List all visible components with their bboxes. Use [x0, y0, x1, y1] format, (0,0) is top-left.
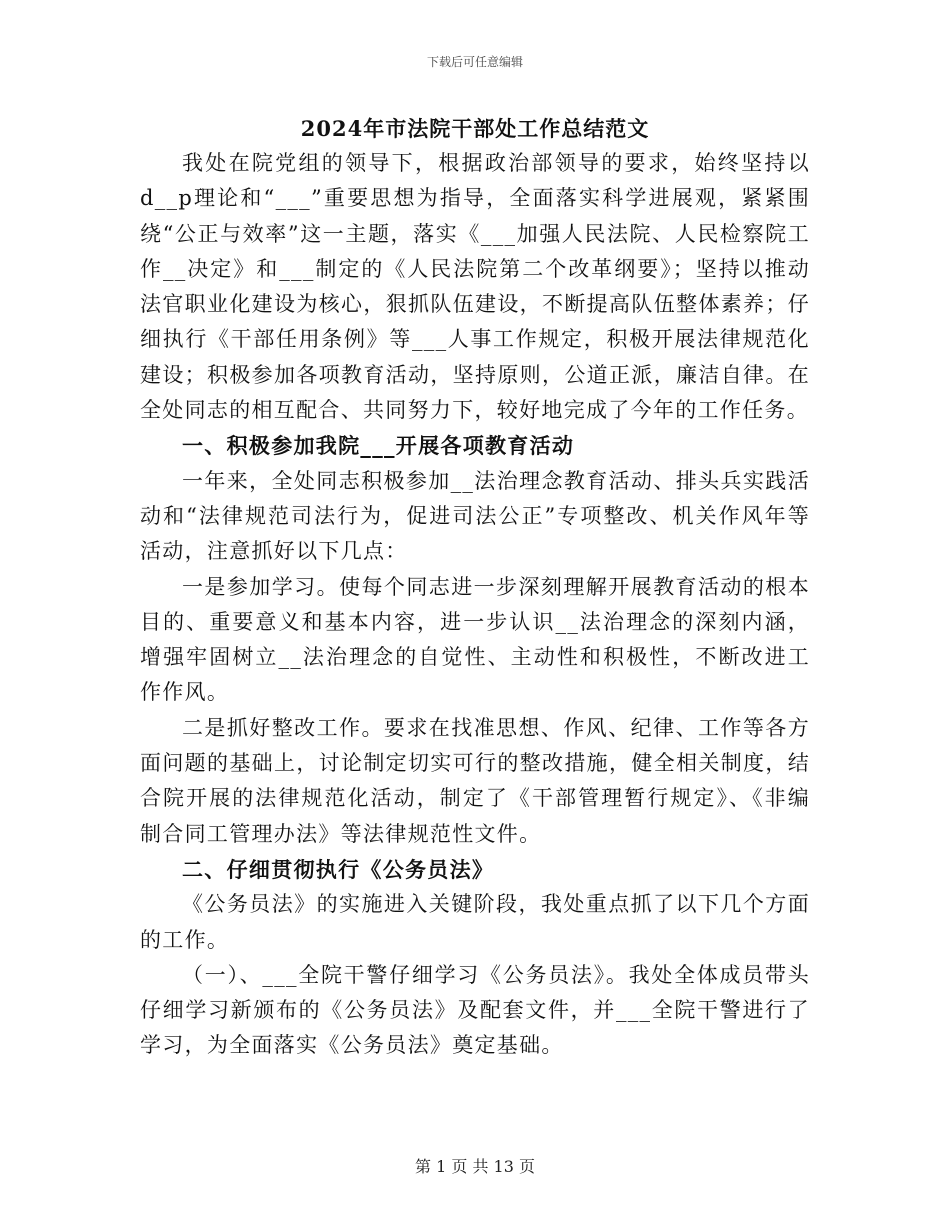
- body-paragraph: 我处在院党组的领导下，根据政治部领导的要求，始终坚持以d__p理论和“___”重要思想为指导，全面落实科学进展观，紧紧围绕“公正与效率”这一主题，落实《___加强人民法院、人民检察院工作__决定》和___制定的《人民法院第二个改革纲要》；坚持以推动法官职业化建设为核心，狠抓队伍建设，不断提高队伍整体素养；仔细执行《干部任用条例》等___人事工作规定，积极开展法律规范化建设；积极参加各项教育活动，坚持原则，公道正派，廉洁自律。在全处同志的相互配合、共同努力下，较好地完成了今年的工作任务。: [140, 151, 810, 423]
- document-title: 2024年市法院干部处工作总结范文: [300, 116, 650, 141]
- body-paragraph: （一）、___全院干警仔细学习《公务员法》。我处全体成员带头仔细学习新颁布的《公务员法》及配套文件，并___全院干警进行了学习，为全面落实《公务员法》奠定基础。: [140, 962, 810, 1058]
- body-paragraph: 二是抓好整改工作。要求在找准思想、作风、纪律、工作等各方面问题的基础上，讨论制定切实可行的整改措施，健全相关制度，结合院开展的法律规范化活动，制定了《干部管理暂行规定》、《非编制合同工管理办法》等法律规范性文件。: [140, 715, 810, 846]
- section-heading: 二、仔细贯彻执行《公务员法》: [182, 856, 495, 882]
- body-paragraph: 一年来，全处同志积极参加__法治理念教育活动、排头兵实践活动和“法律规范司法行为，促进司法公正”专项整改、机关作风年等活动，注意抓好以下几点：: [140, 468, 810, 564]
- body-paragraph: 一是参加学习。使每个同志进一步深刻理解开展教育活动的根本目的、重要意义和基本内容，进一步认识__法治理念的深刻内涵，增强牢固树立__法治理念的自觉性、主动性和积极性，不断改进工作作风。: [140, 574, 810, 705]
- body-paragraph: 《公务员法》的实施进入关键阶段，我处重点抓了以下几个方面的工作。: [140, 892, 810, 952]
- page-header-note: 下载后可任意编辑: [426, 55, 523, 69]
- document-body: [140, 146, 810, 1064]
- page-number: 第 1 页 共 13 页: [415, 1157, 535, 1176]
- section-heading: 一、积极参加我院___开展各项教育活动: [182, 433, 575, 459]
